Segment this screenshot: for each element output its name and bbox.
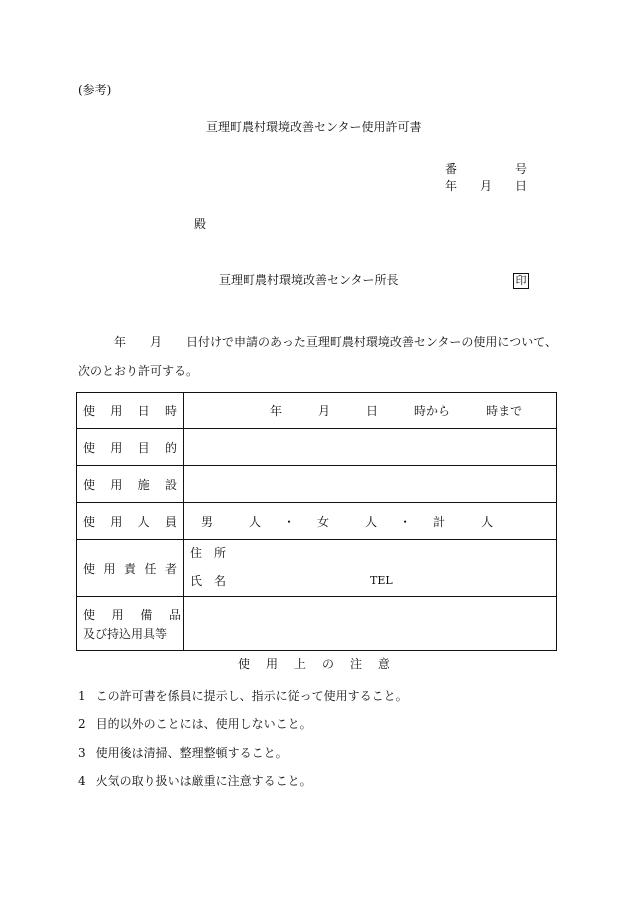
issuer-name: 亘理町農村環境改善センター所長 xyxy=(219,273,399,287)
notes-heading: 使 用 上 の 注 意 xyxy=(238,657,390,671)
body-text-line2: 次のとおり許可する。 xyxy=(78,364,199,378)
table-row-usage-people xyxy=(77,503,557,540)
note-item: 1 この許可書を係員に提示し、指示に従って使用すること。 xyxy=(78,689,408,703)
date-day: 日 xyxy=(514,179,527,193)
responsible-person-value xyxy=(184,540,556,596)
table-row-equipment xyxy=(77,597,557,651)
responsible-person-label: 使 用 責 任 者 xyxy=(83,561,177,576)
usage-purpose-label: 使 用 目 的 xyxy=(83,440,177,455)
number-suffix: 号 xyxy=(514,162,527,176)
equipment-label-line1: 使 用 備 品 xyxy=(83,607,181,622)
usage-facility-label: 使 用 施 設 xyxy=(83,477,177,492)
usage-purpose-value[interactable] xyxy=(184,429,557,466)
recipient-honorific: 殿 xyxy=(194,217,207,231)
table-row-usage-facility xyxy=(77,466,557,503)
reference-label: (参考) xyxy=(78,83,112,97)
body-day-text: 日付けで申請のあった亘理町農村環境改善センターの使用について、 xyxy=(186,335,557,349)
permit-table xyxy=(76,392,557,651)
table-row-usage-datetime xyxy=(77,393,557,429)
document-number-line xyxy=(445,162,527,176)
usage-people-value: 男 人 ・ 女 人 ・ 計 人 xyxy=(201,514,494,529)
table-row-usage-purpose xyxy=(77,429,557,466)
document-date-line xyxy=(445,179,527,193)
usage-people-label: 使 用 人 員 xyxy=(83,514,177,529)
body-text-line1 xyxy=(114,335,557,349)
note-item: 2 目的以外のことには、使用しないこと。 xyxy=(78,717,312,731)
seal-mark: 印 xyxy=(513,273,529,289)
tel-label: TEL xyxy=(370,574,393,587)
table-row-responsible-person xyxy=(77,540,557,597)
usage-datetime-label: 使 用 日 時 xyxy=(83,404,177,418)
note-item: 3 使用後は清掃、整理整頓すること。 xyxy=(78,746,288,760)
body-month: 月 xyxy=(150,335,163,349)
name-label: 氏 名 xyxy=(190,574,227,588)
date-month: 月 xyxy=(479,179,492,193)
note-item: 4 火気の取り扱いは厳重に注意すること。 xyxy=(78,774,312,788)
usage-facility-value[interactable] xyxy=(184,466,557,503)
usage-datetime-value: 年 月 日 時から 時まで xyxy=(270,404,523,418)
equipment-value[interactable] xyxy=(184,597,557,651)
document-title: 亘理町農村環境改善センター使用許可書 xyxy=(206,120,422,134)
address-label: 住 所 xyxy=(190,546,227,560)
date-year: 年 xyxy=(445,179,458,193)
number-label: 番 xyxy=(445,162,458,176)
body-year: 年 xyxy=(114,335,127,349)
equipment-label-line2: 及び持込用具等 xyxy=(83,626,168,641)
